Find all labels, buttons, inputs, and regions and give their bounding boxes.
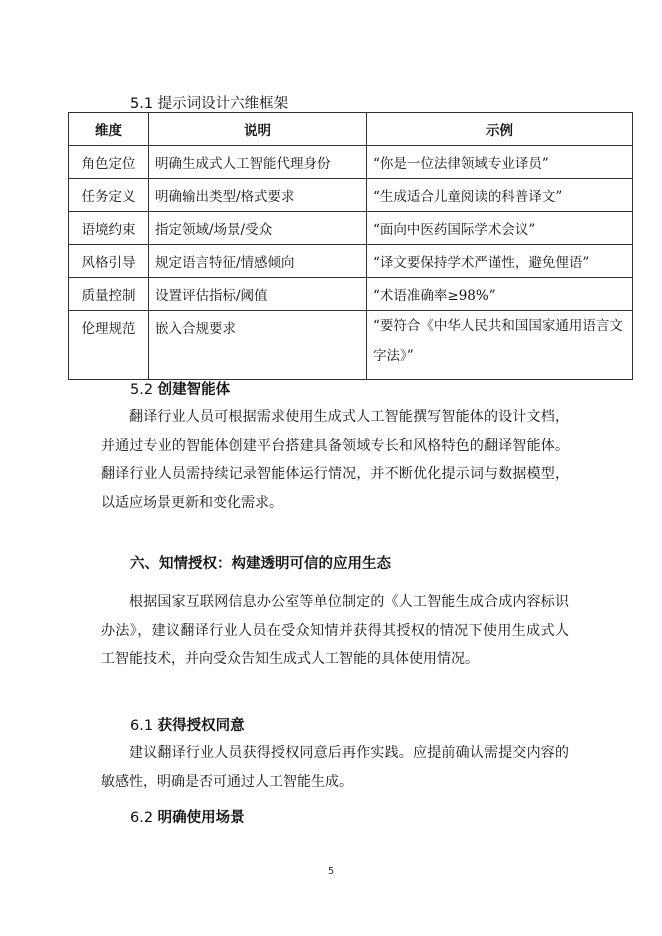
section-5-2-heading [130,378,230,399]
row-example: “译文要保持学术严谨性，避免俚语” [367,245,633,278]
section-5-2-paragraph: 翻译行业人员可根据需求使用生成式人工智能撰写智能体的设计文档，并通过专业的智能体创建平台搭建具备领域专长和风格特色的翻译智能体。翻译行业人员需持续记录智能体运行情况，并不断优化提示词与数据模型，以适应场景更新和变化需求。 [101,409,569,511]
section-6-2-heading [130,806,245,827]
row-example: “你是一位法律领域专业译员” [367,146,633,179]
row-example-text: “要符合《中华人民共和国国家通用语言文字法》” [373,318,623,364]
section-6-2-title: 明确使用场景 [157,810,245,826]
table-header-row [69,113,633,146]
row-dimension: 角色定位 [69,146,149,179]
section-6-1-heading [130,714,245,735]
row-dimension: 伦理规范 [69,311,149,380]
table-row [69,245,633,278]
row-example: “面向中医药国际学术会议” [367,212,633,245]
row-description: 明确生成式人工智能代理身份 [149,146,367,179]
row-description: 规定语言特征/情感倾向 [149,245,367,278]
row-description: 嵌入合规要求 [149,311,367,380]
section-6-2-number: 6.2 [130,810,154,826]
section-5-2-title: 创建智能体 [157,382,231,398]
section-6-heading: 六、知情授权：构建透明可信的应用生态 [130,556,391,572]
table-row [69,179,633,212]
section-6-1-number: 6.1 [130,718,154,734]
table-row [69,146,633,179]
table-row [69,212,633,245]
header-dimension: 维度 [69,113,149,146]
row-example: “术语准确率≥98%” [367,278,633,311]
section-6-1-paragraph: 建议翻译行业人员获得授权同意后再作实践。应提前确认需提交内容的敏感性，明确是否可通过人工智能生成。 [101,745,569,790]
table-caption: 5.1 提示词设计六维框架 [130,96,289,112]
row-description: 指定领域/场景/受众 [149,212,367,245]
row-dimension: 任务定义 [69,179,149,212]
row-description: 设置评估指标/阈值 [149,278,367,311]
header-description: 说明 [149,113,367,146]
row-description: 明确输出类型/格式要求 [149,179,367,212]
section-6-paragraph: 根据国家互联网信息办公室等单位制定的《人工智能生成合成内容标识办法》，建议翻译行业人员在受众知情并获得其授权的情况下使用生成式人工智能技术，并向受众告知生成式人工智能的具体使用情况。 [101,594,569,667]
table-row [69,311,633,380]
six-dimension-table [68,112,633,380]
table-row [69,278,633,311]
section-5-2-number: 5.2 [130,382,154,398]
page-number: 5 [327,866,335,877]
row-dimension: 语境约束 [69,212,149,245]
row-dimension: 质量控制 [69,278,149,311]
row-example: “生成适合儿童阅读的科普译文” [367,179,633,212]
row-example [367,311,633,380]
section-6-1-title: 获得授权同意 [157,718,245,734]
row-dimension: 风格引导 [69,245,149,278]
header-example: 示例 [367,113,633,146]
